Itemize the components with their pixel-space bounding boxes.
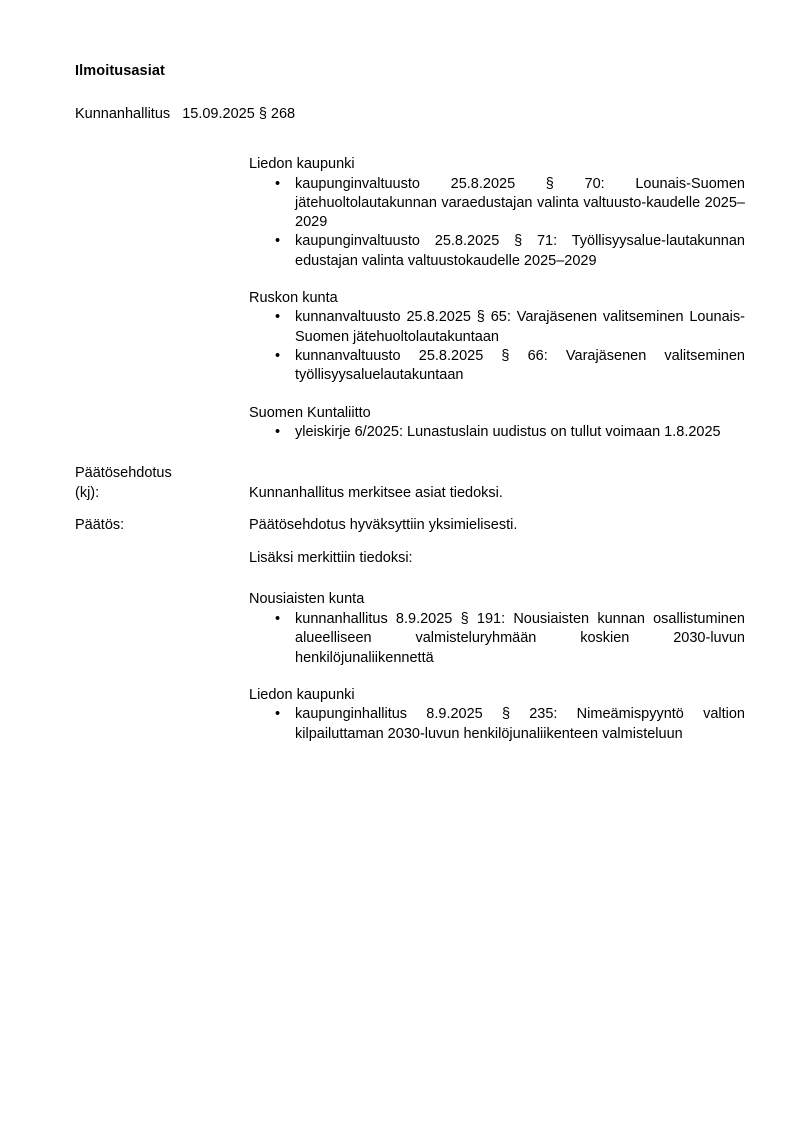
paatosehdotus-label-line2: (kj): [75,484,100,501]
document-body [75,155,745,744]
list-item: • kunnanhallitus 8.9.2025 § 191: Nousiaisten kunnan osallistuminen alueelliseen valmisteluryhmään koskien 2030-luvun henkilöjunaliikennettä [249,610,745,668]
bullet-list [249,308,745,385]
section-heading: Ruskon kunta [249,289,338,306]
section-heading: Liedon kaupunki [249,686,355,703]
section-rusko [75,289,745,386]
paatos-text: Päätösehdotus hyväksyttiin yksimielisesti. [249,517,518,534]
document-meta: Kunnanhallitus 15.09.2025 § 268 [75,106,296,122]
bullet-list [249,610,745,668]
spacer [75,668,745,686]
section-heading: Nousiaisten kunta [249,591,365,608]
section-paatosehdotus [75,464,745,503]
bullet-list [249,175,745,271]
section-lieto-bottom [75,686,745,744]
spacer [75,503,745,516]
list-item: • yleiskirje 6/2025: Lunastuslain uudistus on tullut voimaan 1.8.2025 [249,423,745,442]
paatosehdotus-label [75,464,249,503]
section-lieto-top [75,155,745,271]
section-heading: Liedon kaupunki [249,156,355,172]
paatos-note: Lisäksi merkittiin tiedoksi: [249,549,413,566]
list-item: • kaupunginhallitus 8.9.2025 § 235: Nimeämispyyntö valtion kilpailuttaman 2030-luvun henkilöjunaliikenteen valmisteluun [249,705,745,744]
bullet-list [249,423,745,442]
section-kuntaliitto [75,404,745,443]
spacer [75,442,745,464]
spacer [75,271,745,289]
list-item: • kunnanvaltuusto 25.8.2025 § 66: Varajäsenen valitseminen työllisyysaluelautakuntaan [249,347,745,386]
page-title: Ilmoitusasiat [75,63,165,79]
list-item: • kaupunginvaltuusto 25.8.2025 § 71: Työllisyysalue-lautakunnan edustajan valinta valtuustokaudelle 2025–2029 [249,232,745,271]
section-nousiainen [75,590,745,667]
paatos-label: Päätös: [75,517,125,534]
paatosehdotus-label-line1: Päätösehdotus [75,465,172,482]
list-item: • kaupunginvaltuusto 25.8.2025 § 70: Lounais-Suomen jätehuoltolautakunnan varaedustajan valinta valtuusto-kaudelle 2025–2029 [249,175,745,233]
paatosehdotus-text: Kunnanhallitus merkitsee asiat tiedoksi. [249,484,503,501]
bullet-list [249,705,745,744]
spacer [75,386,745,404]
spacer [75,568,745,590]
list-item: • kunnanvaltuusto 25.8.2025 § 65: Varajäsenen valitseminen Lounais-Suomen jätehuoltolautakuntaan [249,308,745,347]
section-heading: Suomen Kuntaliitto [249,404,371,421]
section-paatos [75,516,745,568]
